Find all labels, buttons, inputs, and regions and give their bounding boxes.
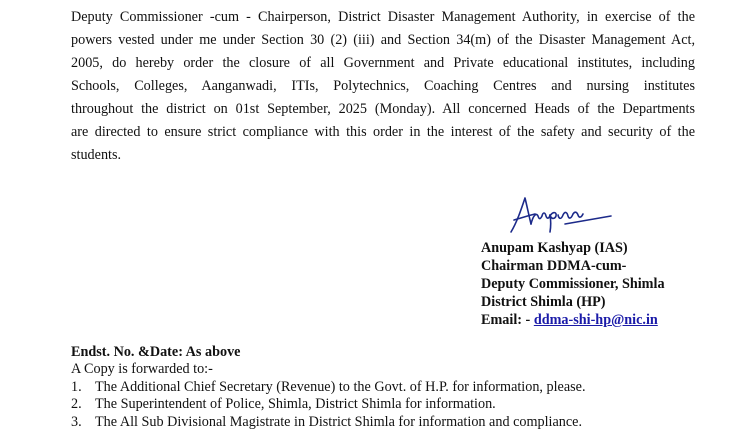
order-line-7: students. [71,144,695,167]
signatory-designation-2: Deputy Commissioner, Shimla [481,275,665,293]
order-line-3: 2005, do hereby order the closure of all Government and Private educational institutes, including [71,52,695,75]
copy-item-number: 3. [71,414,82,431]
endorsement-heading: Endst. No. &Date: As above [71,343,240,361]
order-line-6: are directed to ensure strict compliance with this order in the interest of the safety and security of the [71,121,695,144]
email-label: Email: - [481,312,534,328]
order-line-4: Schools, Colleges, Aanganwadi, ITIs, Polytechnics, Coaching Centres and nursing institutes [71,75,695,98]
copy-forwarded-block [71,361,586,431]
copy-item-1 [71,379,586,397]
copy-item-number: 1. [71,379,82,397]
order-line-1: Deputy Commissioner -cum - Chairperson, District Disaster Management Authority, in exercise of the [71,6,695,29]
email-link[interactable]: ddma-shi-hp@nic.in [534,312,658,328]
order-line-2: powers vested under me under Section 30 (2) (iii) and Section 34(m) of the Disaster Management Act, [71,29,695,52]
order-paragraph [71,6,695,167]
order-line-5: throughout the district on 01st September, 2025 (Monday). All concerned Heads of the Departments [71,98,695,121]
copy-item-number: 2. [71,396,82,414]
signatory-district: District Shimla (HP) [481,293,665,311]
signatory-designation-1: Chairman DDMA-cum- [481,257,665,275]
signatory-block [481,239,665,329]
handwritten-signature [505,192,615,238]
signatory-name: Anupam Kashyap (IAS) [481,239,665,257]
copy-item-text: The Additional Chief Secretary (Revenue) to the Govt. of H.P. for information, please. [95,379,586,395]
copy-item-2 [71,396,586,414]
copy-item-text: The Superintendent of Police, Shimla, District Shimla for information. [95,396,496,412]
copy-intro: A Copy is forwarded to:- [71,361,586,379]
copy-item-3 [71,414,586,431]
signatory-email-row [481,311,665,329]
copy-item-text: The All Sub Divisional Magistrate in District Shimla for information and compliance. [95,414,582,430]
